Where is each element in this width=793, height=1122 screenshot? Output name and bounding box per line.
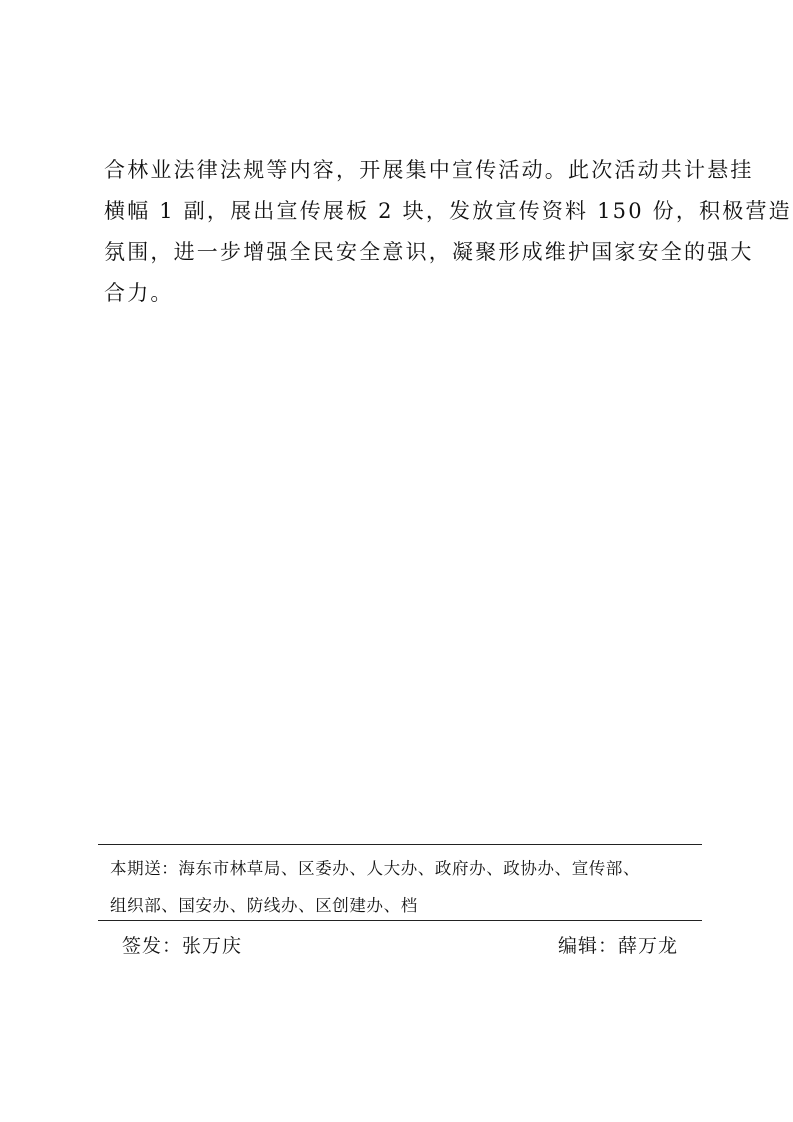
distribution-line: 本期送：海东市林草局、区委办、人大办、政府办、政协办、宣传部、 <box>110 859 641 878</box>
divider-top <box>98 844 702 845</box>
body-line: 合力。 <box>104 281 174 305</box>
body-line: 氛围，进一步增强全民安全意识，凝聚形成维护国家安全的强大 <box>104 240 754 264</box>
body-line: 横幅 1 副，展出宣传展板 2 块，发放宣传资料 150 份，积极营造 <box>104 199 792 223</box>
editor-label: 编辑：薛万龙 <box>558 935 679 957</box>
distribution-line: 组织部、国安办、防线办、区创建办、档 <box>110 896 418 915</box>
signer-label: 签发：张万庆 <box>122 935 243 957</box>
divider-bottom <box>98 920 702 921</box>
body-line: 合林业法律法规等内容，开展集中宣传活动。此次活动共计悬挂 <box>104 158 754 182</box>
